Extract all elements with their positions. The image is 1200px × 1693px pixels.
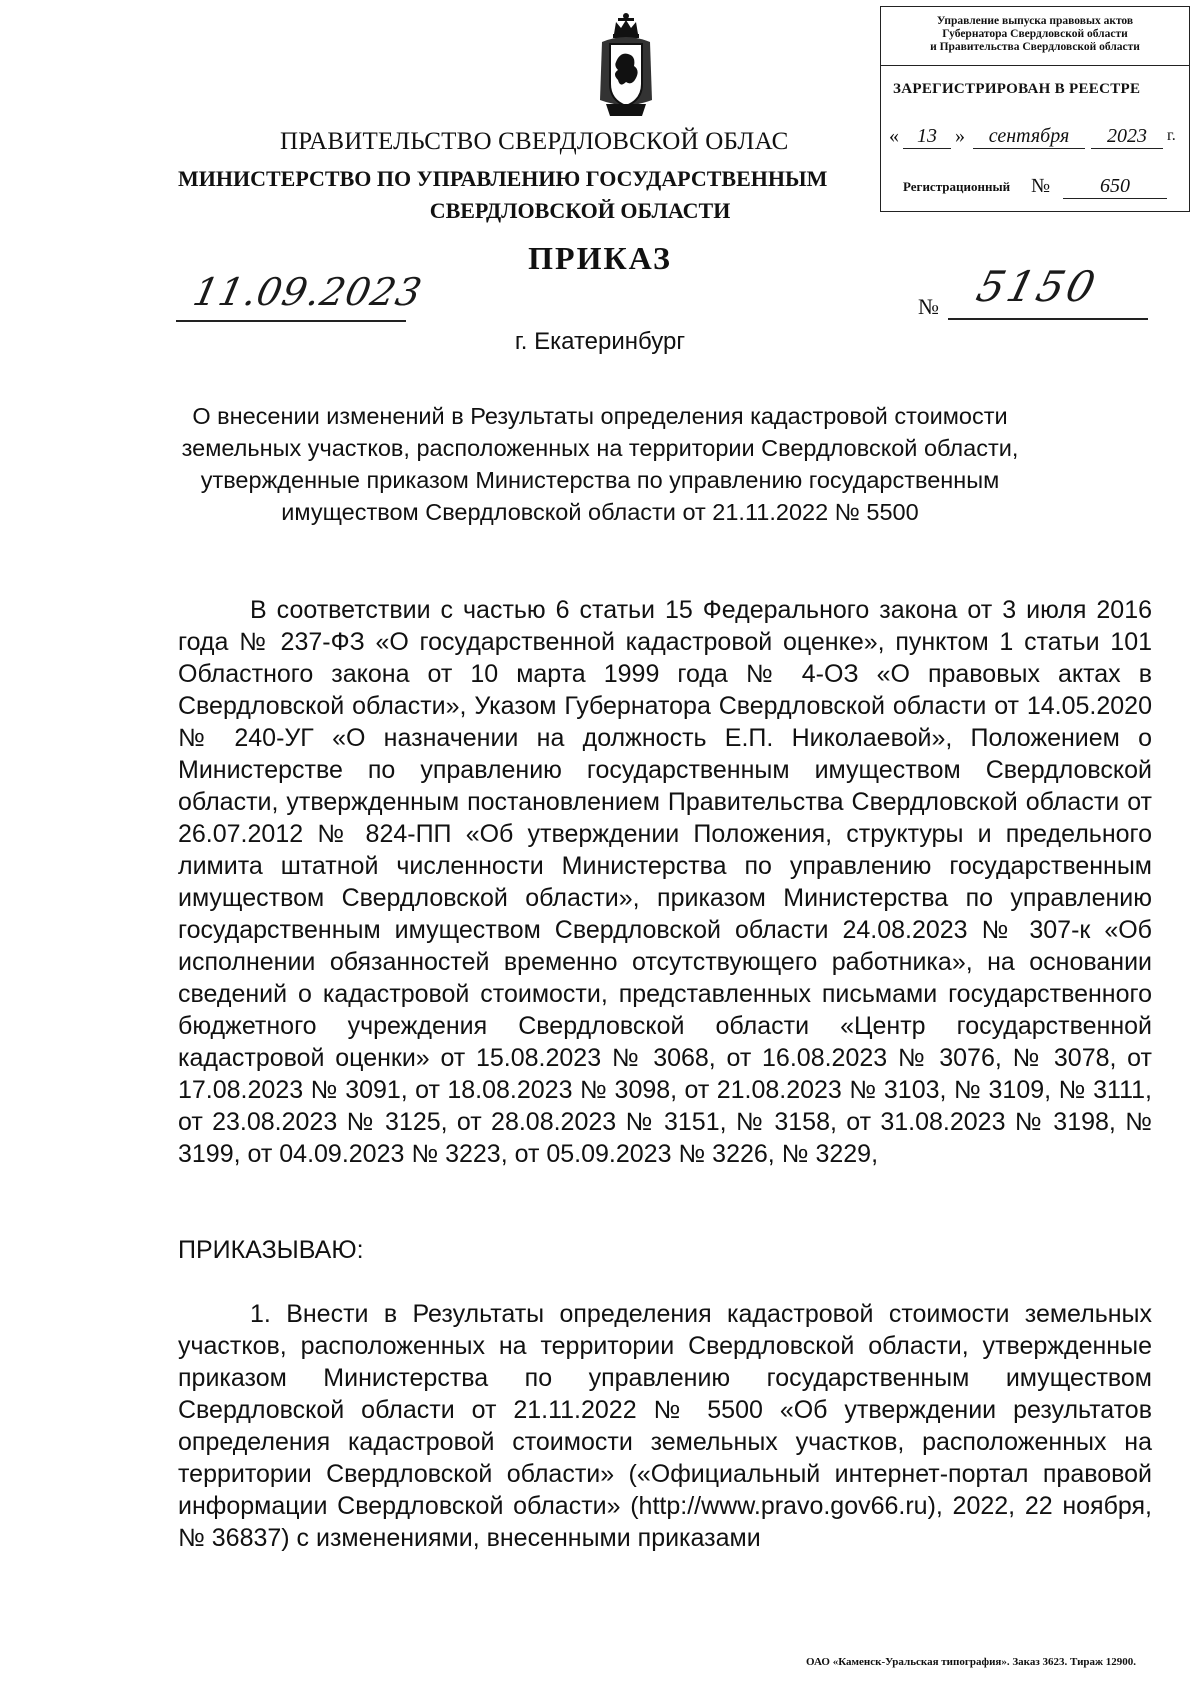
order-item-1: 1. Внести в Результаты определения кадастровой стоимости земельных участков, расположенных на территории Свердловской области, утвержденные приказом Министерства по управлению государственным имуществом Свердловской области от 21.11.2022 № 5500 «Об утверждении результатов определения кадастровой стоимости земельных участков, расположенных на территории Свердловской области» («Официальный интернет-портал правовой информации Свердловской области» (http://www.pravo.gov66.ru), 2022, 22 ноября, № 36837) с изменениями, внесенными приказами bbox=[178, 1300, 1152, 1552]
stamp-reg-label: Регистрационный bbox=[903, 179, 1011, 194]
registration-stamp bbox=[880, 6, 1190, 212]
coat-of-arms-emblem bbox=[592, 12, 660, 122]
stamp-reg-number: 650 bbox=[1063, 175, 1167, 199]
stamp-org-line: Губернатора Свердловской области bbox=[942, 28, 1128, 40]
stamp-organization bbox=[881, 15, 1189, 54]
stamp-reg-number-row bbox=[903, 175, 1173, 201]
stamp-divider bbox=[881, 65, 1189, 66]
stamp-org-line: Управление выпуска правовых актов bbox=[936, 15, 1134, 27]
government-title: ПРАВИТЕЛЬСТВО СВЕРДЛОВСКОЙ ОБЛАС bbox=[280, 128, 789, 155]
order-number bbox=[948, 262, 1148, 320]
subject-line: О внесении изменений в Результаты определения кадастровой стоимости bbox=[192, 403, 1008, 429]
stamp-year: 2023 bbox=[1091, 125, 1163, 149]
city: г. Екатеринбург bbox=[514, 328, 686, 355]
order-directive: ПРИКАЗЫВАЮ: bbox=[178, 1236, 364, 1264]
order-date bbox=[176, 270, 427, 322]
preamble-paragraph: В соответствии с частью 6 статьи 15 Федерального закона от 3 июля 2016 года № 237-ФЗ «О государственной кадастровой оценке», пунктом 1 статьи 101 Областного закона от 10 марта 1999 года № 4-ОЗ «О правовых актах в Свердловской области», Указом Губернатора Свердловской области от 14.05.2020 № 240-УГ «О назначении на должность Е.П. Николаевой», Положением о Министерстве по управлению государственным имуществом Свердловской области, утвержденным постановлением Правительства Свердловской области от 26.07.2012 № 824-ПП «Об утверждении Положения, структуры и предельного лимита штатной численности Министерства по управлению государственным имуществом Свердловской области», приказом Министерства по управлению государственным имуществом Свердловской области 24.08.2023 № 307-к «Об исполнении обязанностей временно отсутствующего работника», на основании сведений о кадастровой стоимости, представленных письмами государственного бюджетного учреждения Свердловской области «Центр государственной кадастровой оценки» от 15.08.2023 № 3068, от 16.08.2023 № 3076, № 3078, от 17.08.2023 № 3091, от 18.08.2023 № 3098, от 21.08.2023 № 3103, № 3109, № 3111, от 23.08.2023 № 3125, от 28.08.2023 № 3151, № 3158, от 31.08.2023 № 3198, № 3199, от 04.09.2023 № 3223, от 05.09.2023 № 3226, № 3229, bbox=[178, 596, 1152, 1168]
stamp-registered-label: ЗАРЕГИСТРИРОВАН В РЕЕСТРЕ bbox=[893, 81, 1141, 97]
stamp-quote-close: » bbox=[955, 125, 965, 147]
stamp-num-sign: № bbox=[1031, 175, 1051, 197]
stamp-year-suffix: г. bbox=[1167, 127, 1176, 144]
stamp-quote-open: « bbox=[889, 125, 899, 147]
order-subject bbox=[160, 400, 1040, 528]
ministry-title-line2: СВЕРДЛОВСКОЙ ОБЛАСТИ bbox=[429, 198, 731, 223]
subject-line: имуществом Свердловской области от 21.11.2022 № 5500 bbox=[281, 499, 919, 525]
order-number-sign: № bbox=[918, 294, 939, 319]
subject-line: земельных участков, расположенных на территории Свердловской области, bbox=[181, 435, 1019, 461]
printer-footer: ОАО «Каменск-Уральская типография». Заказ 3623. Тираж 12900. bbox=[806, 1656, 1136, 1668]
subject-line: утвержденные приказом Министерства по управлению государственным bbox=[200, 467, 1000, 493]
stamp-day: 13 bbox=[903, 125, 951, 149]
order-number-handwritten: 5150 bbox=[971, 262, 1103, 311]
order-date-handwritten: 11.09.2023 bbox=[189, 270, 427, 314]
document-type: ПРИКАЗ bbox=[528, 240, 672, 276]
stamp-org-line: и Правительства Свердловской области bbox=[930, 41, 1140, 53]
stamp-month: сентября bbox=[973, 125, 1085, 149]
ministry-title-line1: МИНИСТЕРСТВО ПО УПРАВЛЕНИЮ ГОСУДАРСТВЕННЫМ bbox=[178, 166, 828, 191]
stamp-date bbox=[889, 125, 1183, 151]
